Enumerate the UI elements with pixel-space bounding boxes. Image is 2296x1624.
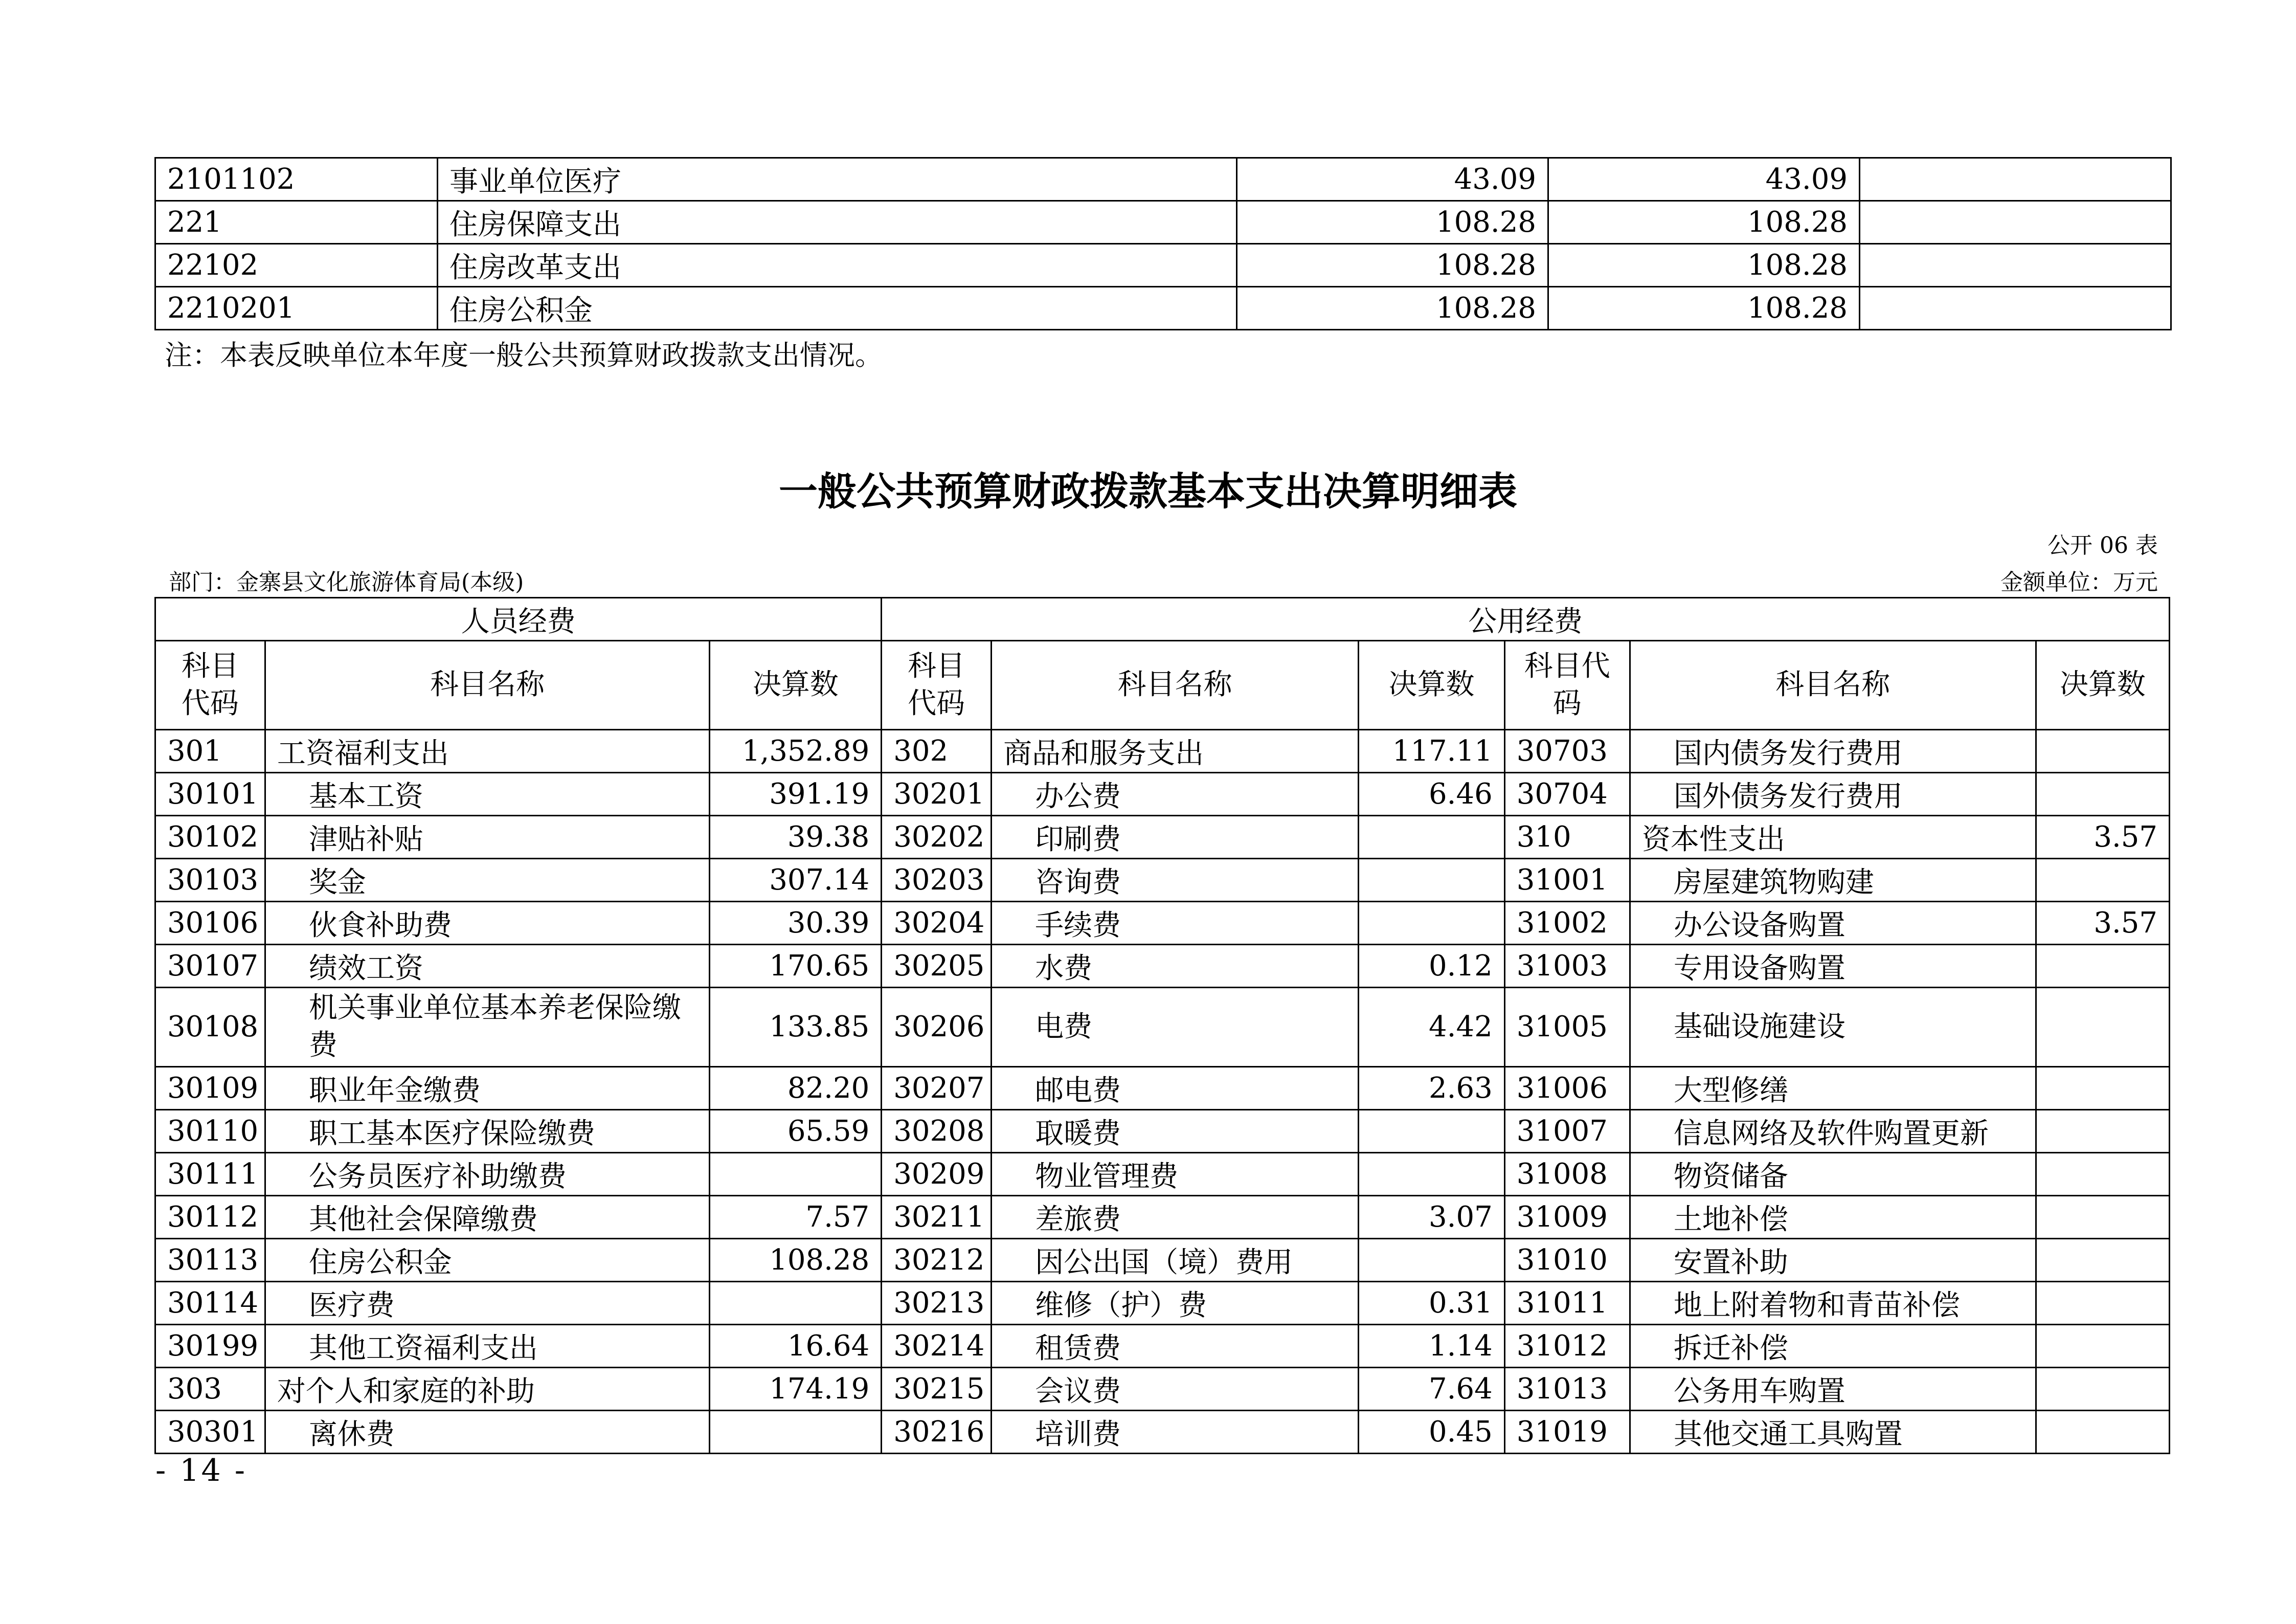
- subject-name: 咨询费: [992, 859, 1359, 902]
- amount: 3.07: [1359, 1196, 1504, 1239]
- subject-name: 物资储备: [1630, 1153, 2036, 1196]
- table-row: [155, 244, 2171, 287]
- col-header-name: 科目名称: [1630, 641, 2036, 730]
- subject-name: 公务用车购置: [1630, 1368, 2036, 1411]
- subject-name: 商品和服务支出: [992, 730, 1359, 773]
- subject-name: 医疗费: [265, 1282, 709, 1325]
- table-row: [155, 1153, 2170, 1196]
- subject-name: 房屋建筑物购建: [1630, 859, 2036, 902]
- amount: 7.57: [710, 1196, 882, 1239]
- amount: [2036, 1153, 2169, 1196]
- amount: 307.14: [710, 859, 882, 902]
- subject-name: 安置补助: [1630, 1239, 2036, 1282]
- table-row: [155, 1067, 2170, 1110]
- subject-name: 住房公积金: [265, 1239, 709, 1282]
- amount: [2036, 988, 2169, 1067]
- amount: 108.28: [710, 1239, 882, 1282]
- group-header-personnel: 人员经费: [155, 598, 882, 641]
- subject-code: 31005: [1504, 988, 1630, 1067]
- amount: [1359, 1110, 1504, 1153]
- amount: [2036, 859, 2169, 902]
- subject-name: 基础设施建设: [1630, 988, 2036, 1067]
- table-row: [155, 730, 2170, 773]
- amount: 174.19: [710, 1368, 882, 1411]
- amount: [2036, 1282, 2169, 1325]
- subject-name: 其他交通工具购置: [1630, 1411, 2036, 1454]
- subject-code: 30111: [155, 1153, 265, 1196]
- cell-v3: [1860, 287, 2171, 330]
- col-header-code: 科目代码: [882, 641, 992, 730]
- amount: 0.31: [1359, 1282, 1504, 1325]
- amount: 7.64: [1359, 1368, 1504, 1411]
- subject-name: 电费: [992, 988, 1359, 1067]
- group-header-public: 公用经费: [882, 598, 2170, 641]
- subject-code: 30107: [155, 945, 265, 988]
- col-header-code: 科目代码: [1504, 641, 1630, 730]
- subject-name: 资本性支出: [1630, 816, 2036, 859]
- subject-code: 30213: [882, 1282, 992, 1325]
- table-row: [155, 859, 2170, 902]
- subject-code: 31003: [1504, 945, 1630, 988]
- table-note: 注：本表反映单位本年度一般公共预算财政拨款支出情况。: [165, 339, 883, 371]
- cell-code: 221: [155, 201, 438, 244]
- subject-name: 国内债务发行费用: [1630, 730, 2036, 773]
- cell-v2: 108.28: [1548, 244, 1860, 287]
- subject-name: 地上附着物和青苗补偿: [1630, 1282, 2036, 1325]
- amount: 3.57: [2036, 816, 2169, 859]
- table-row: [155, 1368, 2170, 1411]
- amount: 30.39: [710, 902, 882, 945]
- cell-name: 事业单位医疗: [438, 158, 1237, 201]
- amount: 0.45: [1359, 1411, 1504, 1454]
- amount: [2036, 773, 2169, 816]
- subject-name: 取暖费: [992, 1110, 1359, 1153]
- department-label: 部门：金寨县文化旅游体育局(本级): [169, 569, 524, 595]
- subject-name: 租赁费: [992, 1325, 1359, 1368]
- subject-code: 30109: [155, 1067, 265, 1110]
- subject-code: 31019: [1504, 1411, 1630, 1454]
- subject-code: 302: [882, 730, 992, 773]
- cell-v3: [1860, 158, 2171, 201]
- subject-code: 30215: [882, 1368, 992, 1411]
- subject-code: 30206: [882, 988, 992, 1067]
- subject-code: 30112: [155, 1196, 265, 1239]
- amount: [2036, 730, 2169, 773]
- subject-name: 维修（护）费: [992, 1282, 1359, 1325]
- subject-name: 土地补偿: [1630, 1196, 2036, 1239]
- subject-code: 310: [1504, 816, 1630, 859]
- subject-name: 差旅费: [992, 1196, 1359, 1239]
- subject-name: 离休费: [265, 1411, 709, 1454]
- cell-v1: 108.28: [1237, 244, 1548, 287]
- cell-v2: 108.28: [1548, 201, 1860, 244]
- subject-code: 31007: [1504, 1110, 1630, 1153]
- subject-code: 30216: [882, 1411, 992, 1454]
- col-header-name: 科目名称: [265, 641, 709, 730]
- amount: 133.85: [710, 988, 882, 1067]
- subject-code: 30113: [155, 1239, 265, 1282]
- subject-code: 30214: [882, 1325, 992, 1368]
- amount: 16.64: [710, 1325, 882, 1368]
- subject-code: 301: [155, 730, 265, 773]
- amount: 82.20: [710, 1067, 882, 1110]
- amount: 117.11: [1359, 730, 1504, 773]
- subject-code: 30209: [882, 1153, 992, 1196]
- col-header-amount: 决算数: [2036, 641, 2169, 730]
- subject-name: 伙食补助费: [265, 902, 709, 945]
- subject-code: 31010: [1504, 1239, 1630, 1282]
- col-header-amount: 决算数: [710, 641, 882, 730]
- subject-code: 31008: [1504, 1153, 1630, 1196]
- amount: [2036, 1067, 2169, 1110]
- subject-name: 拆迁补偿: [1630, 1325, 2036, 1368]
- subject-code: 31002: [1504, 902, 1630, 945]
- amount: 3.57: [2036, 902, 2169, 945]
- cell-v2: 43.09: [1548, 158, 1860, 201]
- cell-name: 住房保障支出: [438, 201, 1237, 244]
- cell-v3: [1860, 244, 2171, 287]
- subject-name: 对个人和家庭的补助: [265, 1368, 709, 1411]
- table-row: [155, 988, 2170, 1067]
- subject-name: 其他工资福利支出: [265, 1325, 709, 1368]
- cell-name: 住房改革支出: [438, 244, 1237, 287]
- expenditure-table-continued: [154, 157, 2172, 330]
- basic-expenditure-detail-table: [154, 597, 2170, 1454]
- amount: [1359, 859, 1504, 902]
- subject-code: 30103: [155, 859, 265, 902]
- subject-code: 30212: [882, 1239, 992, 1282]
- amount: [2036, 1239, 2169, 1282]
- subject-name: 职业年金缴费: [265, 1067, 709, 1110]
- subject-name: 邮电费: [992, 1067, 1359, 1110]
- subject-code: 30203: [882, 859, 992, 902]
- table-row: [155, 1196, 2170, 1239]
- cell-v1: 43.09: [1237, 158, 1548, 201]
- subject-name: 工资福利支出: [265, 730, 709, 773]
- subject-code: 31009: [1504, 1196, 1630, 1239]
- table-row: [155, 1282, 2170, 1325]
- amount: [1359, 816, 1504, 859]
- subject-code: 30101: [155, 773, 265, 816]
- table-row: [155, 1239, 2170, 1282]
- table-row: [155, 201, 2171, 244]
- subject-name: 信息网络及软件购置更新: [1630, 1110, 2036, 1153]
- subject-name: 专用设备购置: [1630, 945, 2036, 988]
- table-code: 公开 06 表: [2047, 532, 2158, 559]
- amount: 1,352.89: [710, 730, 882, 773]
- table-row: [155, 902, 2170, 945]
- amount: 39.38: [710, 816, 882, 859]
- subject-code: 31011: [1504, 1282, 1630, 1325]
- cell-v1: 108.28: [1237, 201, 1548, 244]
- amount: [2036, 1325, 2169, 1368]
- subject-name: 津贴补贴: [265, 816, 709, 859]
- subject-code: 30201: [882, 773, 992, 816]
- subject-code: 30110: [155, 1110, 265, 1153]
- cell-code: 2210201: [155, 287, 438, 330]
- amount: 170.65: [710, 945, 882, 988]
- subject-name: 办公设备购置: [1630, 902, 2036, 945]
- col-header-code: 科目代码: [155, 641, 265, 730]
- amount: [2036, 1110, 2169, 1153]
- col-header-name: 科目名称: [992, 641, 1359, 730]
- subject-name: 其他社会保障缴费: [265, 1196, 709, 1239]
- cell-code: 2101102: [155, 158, 438, 201]
- subject-code: 30204: [882, 902, 992, 945]
- subject-name: 办公费: [992, 773, 1359, 816]
- amount: 2.63: [1359, 1067, 1504, 1110]
- subject-name: 大型修缮: [1630, 1067, 2036, 1110]
- amount: 6.46: [1359, 773, 1504, 816]
- amount: [710, 1411, 882, 1454]
- subject-code: 30211: [882, 1196, 992, 1239]
- subject-name: 水费: [992, 945, 1359, 988]
- subject-name: 奖金: [265, 859, 709, 902]
- subject-name: 机关事业单位基本养老保险缴费: [265, 988, 709, 1067]
- subject-code: 30114: [155, 1282, 265, 1325]
- amount: [2036, 1368, 2169, 1411]
- subject-code: 31001: [1504, 859, 1630, 902]
- amount: 1.14: [1359, 1325, 1504, 1368]
- subject-code: 30704: [1504, 773, 1630, 816]
- page-number: - 14 -: [155, 1453, 247, 1488]
- amount: 65.59: [710, 1110, 882, 1153]
- col-header-amount: 决算数: [1359, 641, 1504, 730]
- subject-code: 30108: [155, 988, 265, 1067]
- subject-name: 会议费: [992, 1368, 1359, 1411]
- table-row: [155, 1411, 2170, 1454]
- amount: [710, 1153, 882, 1196]
- subject-code: 30208: [882, 1110, 992, 1153]
- subject-name: 手续费: [992, 902, 1359, 945]
- amount: [1359, 1153, 1504, 1196]
- subject-name: 国外债务发行费用: [1630, 773, 2036, 816]
- subject-name: 印刷费: [992, 816, 1359, 859]
- subject-code: 30202: [882, 816, 992, 859]
- amount: [2036, 1411, 2169, 1454]
- subject-code: 31013: [1504, 1368, 1630, 1411]
- cell-v1: 108.28: [1237, 287, 1548, 330]
- subject-code: 303: [155, 1368, 265, 1411]
- page-title: 一般公共预算财政拨款基本支出决算明细表: [779, 469, 1517, 514]
- subject-name: 绩效工资: [265, 945, 709, 988]
- amount: [710, 1282, 882, 1325]
- subject-code: 31006: [1504, 1067, 1630, 1110]
- amount: [2036, 1196, 2169, 1239]
- subject-code: 30703: [1504, 730, 1630, 773]
- unit-label: 金额单位：万元: [2000, 569, 2158, 595]
- amount: 0.12: [1359, 945, 1504, 988]
- table-row: [155, 816, 2170, 859]
- table-row: [155, 945, 2170, 988]
- table-row: [155, 1325, 2170, 1368]
- amount: 391.19: [710, 773, 882, 816]
- cell-v3: [1860, 201, 2171, 244]
- table-row: [155, 158, 2171, 201]
- subject-code: 30301: [155, 1411, 265, 1454]
- subject-name: 培训费: [992, 1411, 1359, 1454]
- subject-name: 职工基本医疗保险缴费: [265, 1110, 709, 1153]
- cell-v2: 108.28: [1548, 287, 1860, 330]
- subject-name: 物业管理费: [992, 1153, 1359, 1196]
- subject-code: 30199: [155, 1325, 265, 1368]
- cell-name: 住房公积金: [438, 287, 1237, 330]
- amount: [2036, 945, 2169, 988]
- table-row: [155, 287, 2171, 330]
- subject-name: 基本工资: [265, 773, 709, 816]
- amount: 4.42: [1359, 988, 1504, 1067]
- amount: [1359, 902, 1504, 945]
- cell-code: 22102: [155, 244, 438, 287]
- subject-code: 30106: [155, 902, 265, 945]
- subject-code: 30205: [882, 945, 992, 988]
- subject-code: 31012: [1504, 1325, 1630, 1368]
- table-row: [155, 773, 2170, 816]
- subject-code: 30207: [882, 1067, 992, 1110]
- subject-code: 30102: [155, 816, 265, 859]
- amount: [1359, 1239, 1504, 1282]
- subject-name: 因公出国（境）费用: [992, 1239, 1359, 1282]
- table-row: [155, 1110, 2170, 1153]
- subject-name: 公务员医疗补助缴费: [265, 1153, 709, 1196]
